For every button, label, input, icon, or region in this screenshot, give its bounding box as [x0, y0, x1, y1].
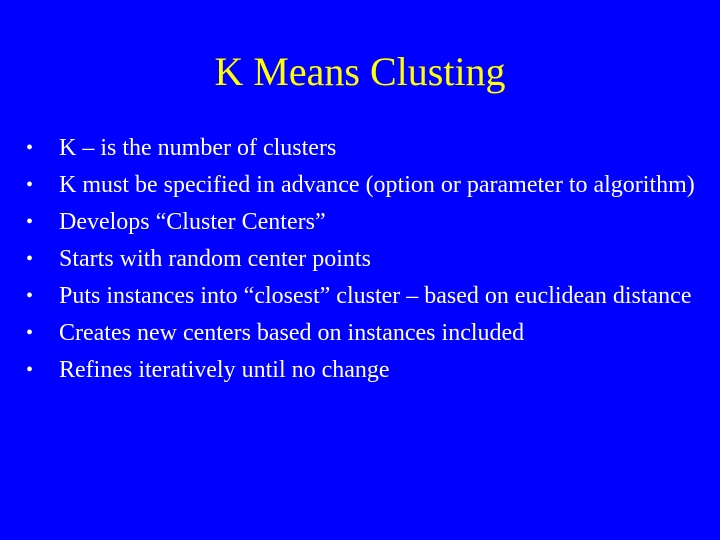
bullet-text: Develops “Cluster Centers”	[59, 209, 326, 235]
bullet-item	[26, 134, 706, 163]
bullet-text: Creates new centers based on instances included	[59, 320, 525, 346]
bullet-item	[26, 208, 706, 237]
bullet-icon: •	[26, 137, 34, 159]
bullet-item	[26, 171, 706, 200]
bullet-icon: •	[26, 285, 34, 307]
bullet-list	[26, 134, 706, 393]
bullet-text: K – is the number of clusters	[59, 135, 337, 161]
slide-title: K Means Clusting	[214, 49, 506, 94]
bullet-item	[26, 245, 706, 274]
bullet-icon: •	[26, 248, 34, 270]
bullet-text: Puts instances into “closest” cluster – based on euclidean distance	[59, 283, 692, 309]
bullet-item	[26, 319, 706, 348]
bullet-text: Starts with random center points	[59, 246, 371, 272]
bullet-item	[26, 282, 706, 311]
bullet-icon: •	[26, 322, 34, 344]
bullet-text: Refines iteratively until no change	[59, 357, 390, 383]
bullet-icon: •	[26, 359, 34, 381]
bullet-text: K must be specified in advance (option or parameter to algorithm)	[59, 172, 695, 198]
bullet-icon: •	[26, 174, 34, 196]
bullet-icon: •	[26, 211, 34, 233]
bullet-item	[26, 356, 706, 385]
